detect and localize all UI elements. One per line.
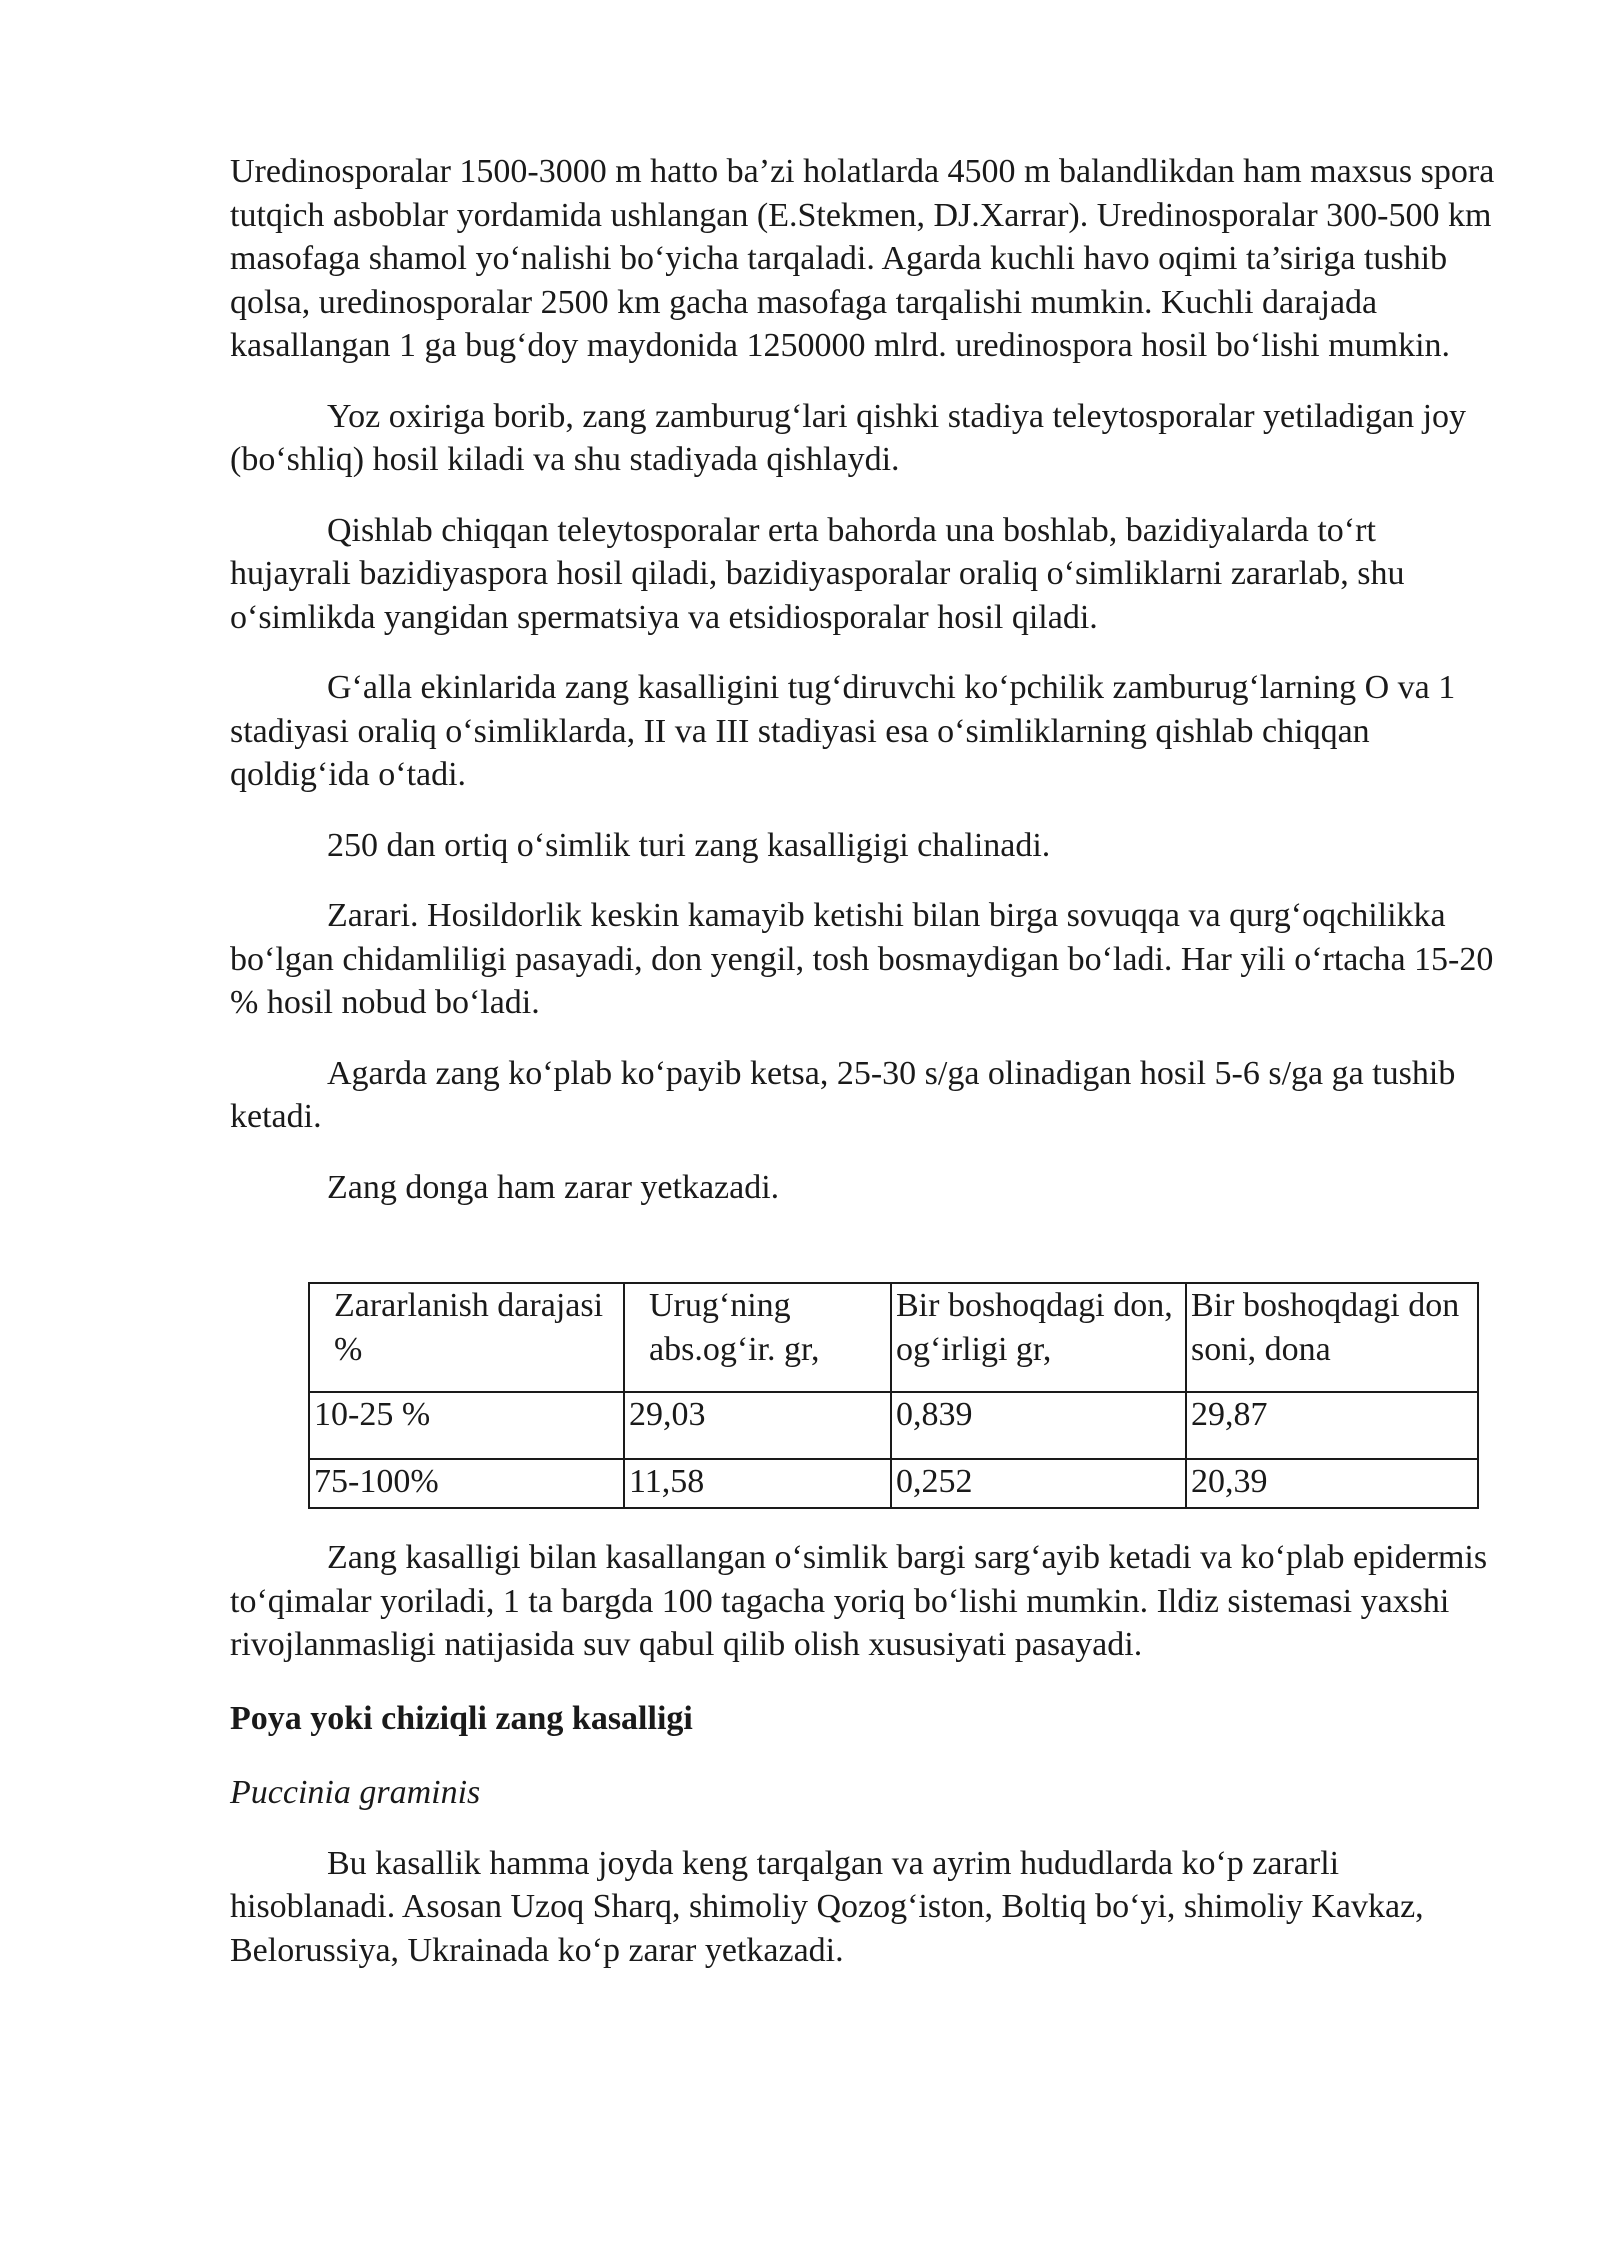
table-header-cell: Bir boshoqdagi don soni, dona — [1186, 1283, 1478, 1392]
paragraph-grain-crops: G‘alla ekinlarida zang kasalligini tug‘diruvchi ko‘pchilik zamburug‘larning O va 1 stadiyasi oraliq o‘simliklarda, II va III stadiyasi esa o‘simliklarning qishlab chiqqan qoldig‘ida o‘tadi. — [230, 669, 1456, 793]
section-heading: Poya yoki chiziqli zang kasalligi — [230, 1699, 693, 1737]
table-cell: 0,839 — [891, 1392, 1186, 1459]
paragraph-yield-loss: Agarda zang ko‘plab ko‘payib ketsa, 25-30 s/ga olinadigan hosil 5-6 s/ga ga tushib ketadi. — [230, 1054, 1456, 1135]
paragraph-teleytospores: Yoz oxiriga borib, zang zamburug‘lari qishki stadiya teleytosporalar yetiladigan joy (bo‘shliq) hosil kiladi va shu stadiyada qishlaydi. — [230, 397, 1467, 478]
paragraph-overwintering: Qishlab chiqqan teleytosporalar erta bahorda una boshlab, bazidiyalarda to‘rt hujayrali bazidiyaspora hosil qiladi, bazidiyasporalar oraliq o‘simliklarni zararlab, shu o‘simlikda yangidan spermatsiya va etsidiosporalar hosil qiladi. — [230, 511, 1405, 636]
paragraph-damage: Zarari. Hosildorlik keskin kamayib ketishi bilan birga sovuqqa va qurg‘oqchilikka bo‘lgan chidamliligi pasayadi, don yengil, tosh bosmaydigan bo‘ladi. Har yili o‘rtacha 15-20 % hosil nobud bo‘ladi. — [230, 897, 1494, 1021]
table-header-cell: Zararlanish darajasi % — [309, 1283, 624, 1392]
damage-table-wrapper — [308, 1282, 1500, 1509]
paragraph-grain-damage: Zang donga ham zarar yetkazadi. — [327, 1168, 780, 1206]
table-cell: 11,58 — [624, 1459, 891, 1508]
document-page — [230, 150, 1500, 1999]
paragraph-uredinospores: Uredinosporalar 1500-3000 m hatto ba’zi holatlarda 4500 m balandlikdan ham maxsus spora tutqich asboblar yordamida ushlangan (E.Stekmen, DJ.Xarrar). Uredinosporalar 300-500 km masofaga shamol yo‘nalishi bo‘yicha tarqaladi. Agarda kuchli havo oqimi ta’siriga tushib qolsa, uredinosporalar 2500 km gacha masofaga tarqalishi mumkin. Kuchli darajada kasallangan 1 ga bug‘doy maydonida 1250000 mlrd. uredinospora hosil bo‘lishi mumkin. — [230, 153, 1495, 364]
table-header-cell: Urug‘ning abs.og‘ir. gr, — [624, 1283, 891, 1392]
species-name: Puccinia graminis — [230, 1774, 481, 1811]
table-row — [309, 1392, 1478, 1459]
paragraph-species-count: 250 dan ortiq o‘simlik turi zang kasalligigi chalinadi. — [327, 826, 1051, 864]
damage-table — [308, 1282, 1479, 1509]
paragraph-leaf-symptoms: Zang kasalligi bilan kasallangan o‘simlik bargi sarg‘ayib ketadi va ko‘plab epidermis to‘qimalar yoriladi, 1 ta bargda 100 tagacha yoriq bo‘lishi mumkin. Ildiz sistemasi yaxshi rivojlanmasligi natijasida suv qabul qilib olish xususiyati pasayadi. — [230, 1539, 1488, 1663]
table-cell: 75-100% — [309, 1459, 624, 1508]
table-cell: 0,252 — [891, 1459, 1186, 1508]
table-cell: 10-25 % — [309, 1392, 624, 1459]
paragraph-distribution: Bu kasallik hamma joyda keng tarqalgan va ayrim hududlarda ko‘p zararli hisoblanadi. Asosan Uzoq Sharq, shimoliy Qozog‘iston, Boltiq bo‘yi, shimoliy Kavkaz, Belorussiya, Ukrainada ko‘p zarar yetkazadi. — [230, 1844, 1424, 1969]
table-cell: 29,03 — [624, 1392, 891, 1459]
table-row — [309, 1459, 1478, 1508]
table-cell: 20,39 — [1186, 1459, 1478, 1508]
table-header-row — [309, 1283, 1478, 1392]
table-header-cell: Bir boshoqdagi don, og‘irligi gr, — [891, 1283, 1186, 1392]
table-cell: 29,87 — [1186, 1392, 1478, 1459]
